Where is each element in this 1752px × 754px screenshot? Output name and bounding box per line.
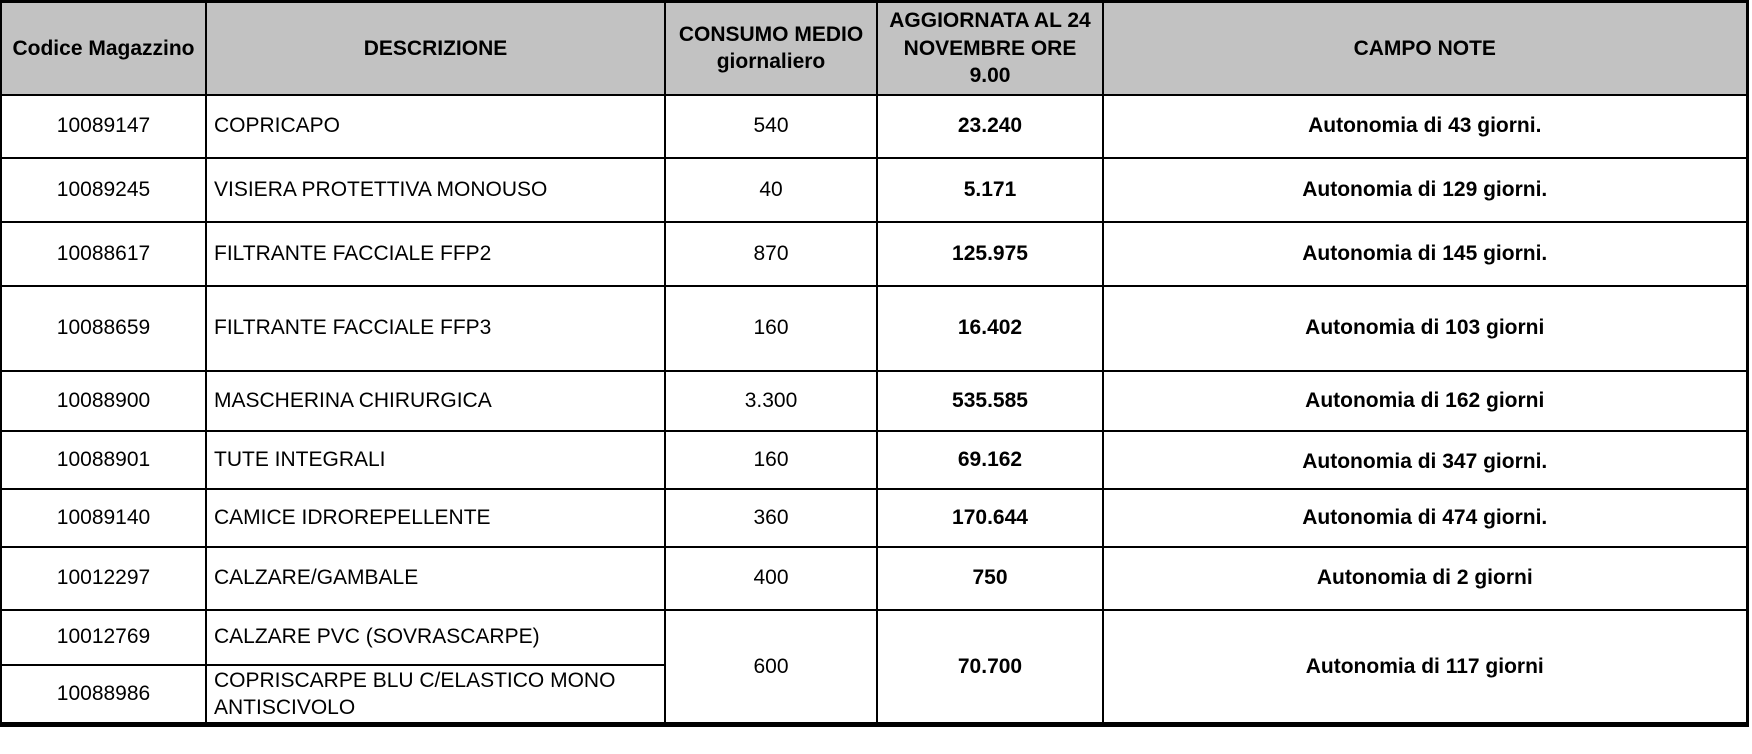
- cell-aggiornata: 23.240: [877, 95, 1103, 158]
- cell-codice: 10088900: [1, 371, 206, 431]
- cell-descrizione: CAMICE IDROREPELLENTE: [206, 489, 665, 547]
- cell-consumo: 870: [665, 222, 877, 286]
- table-row: [1, 371, 1747, 431]
- cell-consumo: 160: [665, 431, 877, 489]
- col-header-aggiornata-line2: NOVEMBRE ORE 9.00: [903, 36, 1077, 87]
- cell-descrizione: MASCHERINA CHIRURGICA: [206, 371, 665, 431]
- table-row: [1, 158, 1747, 222]
- cell-note: Autonomia di 347 giorni.: [1103, 431, 1747, 489]
- cell-codice: 10012297: [1, 547, 206, 610]
- cell-consumo: 360: [665, 489, 877, 547]
- table-row: [1, 547, 1747, 610]
- cell-codice: 10088659: [1, 286, 206, 371]
- cell-descrizione: COPRICAPO: [206, 95, 665, 158]
- cell-descrizione: FILTRANTE FACCIALE FFP3: [206, 286, 665, 371]
- cell-descrizione: TUTE INTEGRALI: [206, 431, 665, 489]
- cell-note: Autonomia di 145 giorni.: [1103, 222, 1747, 286]
- table-row: [1, 610, 1747, 665]
- col-header-campo-note: CAMPO NOTE: [1103, 2, 1747, 95]
- table-row: [1, 431, 1747, 489]
- cell-codice: 10089245: [1, 158, 206, 222]
- cell-descrizione: FILTRANTE FACCIALE FFP2: [206, 222, 665, 286]
- cell-codice: 10012769: [1, 610, 206, 665]
- cell-codice: 10088901: [1, 431, 206, 489]
- cell-descrizione: CALZARE PVC (SOVRASCARPE): [206, 610, 665, 665]
- cell-note: Autonomia di 162 giorni: [1103, 371, 1747, 431]
- cell-note: Autonomia di 129 giorni.: [1103, 158, 1747, 222]
- cell-consumo: 540: [665, 95, 877, 158]
- col-header-descrizione: DESCRIZIONE: [206, 2, 665, 95]
- cell-codice: 10088617: [1, 222, 206, 286]
- cell-codice: 10089147: [1, 95, 206, 158]
- cell-consumo: 3.300: [665, 371, 877, 431]
- col-header-consumo-line2: giornaliero: [716, 50, 826, 74]
- cell-descrizione: COPRISCARPE BLU C/ELASTICO MONO ANTISCIVOLO: [206, 665, 665, 725]
- header-row: [1, 2, 1747, 95]
- cell-descrizione: CALZARE/GAMBALE: [206, 547, 665, 610]
- cell-note: Autonomia di 103 giorni: [1103, 286, 1747, 371]
- table-row: [1, 222, 1747, 286]
- cell-aggiornata: 125.975: [877, 222, 1103, 286]
- cell-aggiornata: 5.171: [877, 158, 1103, 222]
- cell-consumo: 400: [665, 547, 877, 610]
- cell-note: Autonomia di 2 giorni: [1103, 547, 1747, 610]
- cell-aggiornata: 170.644: [877, 489, 1103, 547]
- col-header-consumo-medio: [665, 2, 877, 95]
- cell-aggiornata: 750: [877, 547, 1103, 610]
- table-row: [1, 286, 1747, 371]
- cell-aggiornata: 535.585: [877, 371, 1103, 431]
- cell-descrizione: VISIERA PROTETTIVA MONOUSO: [206, 158, 665, 222]
- cell-consumo: 40: [665, 158, 877, 222]
- cell-consumo-merged: 600: [665, 610, 877, 725]
- col-header-aggiornata-line1: AGGIORNATA AL 24: [889, 9, 1091, 33]
- table-row: [1, 489, 1747, 547]
- col-header-codice-magazzino: Codice Magazzino: [1, 2, 206, 95]
- cell-codice: 10089140: [1, 489, 206, 547]
- cell-consumo: 160: [665, 286, 877, 371]
- cell-note: Autonomia di 474 giorni.: [1103, 489, 1747, 547]
- cell-aggiornata-merged: 70.700: [877, 610, 1103, 725]
- cell-note: Autonomia di 43 giorni.: [1103, 95, 1747, 158]
- cell-aggiornata: 69.162: [877, 431, 1103, 489]
- cell-codice: 10088986: [1, 665, 206, 725]
- col-header-consumo-line1: CONSUMO MEDIO: [678, 22, 864, 46]
- cell-note-merged: Autonomia di 117 giorni: [1103, 610, 1747, 725]
- cell-aggiornata: 16.402: [877, 286, 1103, 371]
- col-header-aggiornata: [877, 2, 1103, 95]
- table-row: [1, 95, 1747, 158]
